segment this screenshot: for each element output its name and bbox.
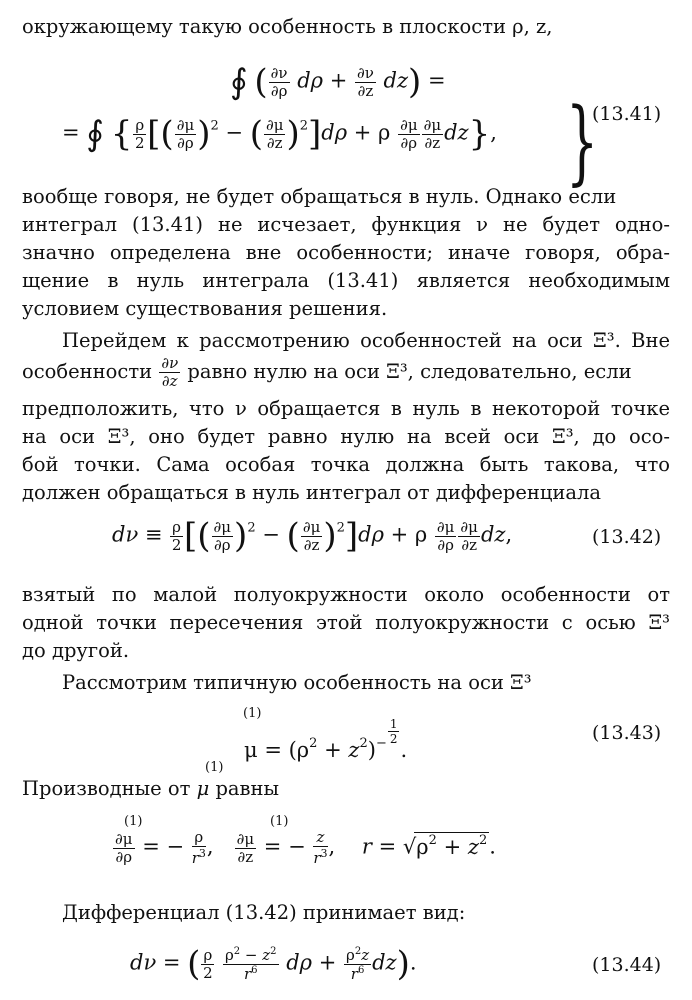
text-line: предположить, что ν обращается в нуль в некоторой точке	[22, 397, 670, 420]
equation-number-13-43: (13.43)	[592, 722, 662, 744]
equation-number-13-42: (13.42)	[592, 526, 662, 548]
equation-derivatives: $\frac{\partial\mu}{\partial\rho}$ = − $\frac{\rho}{r^3}$ , $\frac{\partial\mu}{\partial z}$ = − $\frac{z}{r^3}$ , $r = √\rho^2 + z^2$.	[115, 828, 496, 867]
text-line: значно определена вне особенности; иначе говоря, обра-	[22, 241, 670, 264]
text-fragment: равно нулю на оси Ξ³, следовательно, если	[187, 360, 632, 383]
text-fragment: равны	[215, 777, 280, 800]
equation-number-13-41: (13.41)	[592, 103, 662, 125]
text-line: бой точки. Сама особая точка должна быть такова, что	[22, 453, 670, 476]
equation-13-42: dν ≡ $\frac{\rho}{2}$ [( $\frac{\partial\mu}{\partial\rho}$ )$^2$ − ( $\frac{\partial\mu}{\partial z}$ )$^2$]dρ + ρ $\frac{\partial\mu}{\partial\rho}$ $\frac{\partial\mu}{\partial z}$ dz,	[112, 516, 513, 556]
text-line: на оси Ξ³, оно будет равно нулю на всей оси Ξ³, до осо-	[22, 425, 670, 448]
text-line-with-symbol: Производные от μ равны	[22, 777, 280, 800]
text-line: интеграл (13.41) не исчезает, функция ν не будет одно-	[22, 213, 670, 236]
text-line: щение в нуль интеграла (13.41) является необходимым	[22, 269, 670, 292]
text-fragment: Производные от	[22, 777, 191, 800]
text-line: одной точки пересечения этой полуокружности с осью Ξ³	[22, 611, 670, 634]
text-line: до другой.	[22, 639, 130, 662]
equation-13-43: $\mu = (\rho^2 + z^2)^-$ $\frac{1}{2}$ .	[244, 717, 408, 762]
text-line: Рассмотрим типичную особенность на оси Ξ³	[62, 671, 532, 694]
text-line: Перейдем к рассмотрению особенностей на оси Ξ³. Вне	[62, 329, 670, 352]
text-line-1: окружающему такую особенность в плоскости ρ, z,	[22, 15, 553, 38]
superscript-mark: (1)	[270, 814, 289, 829]
equation-13-41-line-1: ∮ ( $\frac{\partial\nu}{\partial\rho}$ dρ + $\frac{\partial\nu}{\partial z}$ dz) =	[230, 62, 446, 102]
text-line: Дифференциал (13.42) принимает вид:	[62, 901, 466, 924]
superscript-mark: (1)	[243, 706, 262, 721]
text-fragment: особенности	[22, 360, 153, 383]
text-line-with-fraction: особенности $\frac{\partial\nu}{\partial z}$ равно нулю на оси Ξ³, следовательно, если	[22, 354, 632, 390]
equation-13-44: dν = ( $\frac{\rho}{2}$ $\frac{\rho^2 - z^2}{r^6}$ dρ + $\frac{\rho^2z}{r^6}$ dz).	[130, 944, 417, 984]
text-line: условием существования решения.	[22, 297, 388, 320]
superscript-mark: (1)	[124, 814, 143, 829]
equation-13-41-line-2: = ∮ { $\frac{\rho}{2}$ [( $\frac{\partial\mu}{\partial\rho}$ )$^2$ − ( $\frac{\partial\mu}{\partial z}$ )$^2$]dρ + ρ $\frac{\partial\mu}{\partial\rho}$ $\frac{\partial\mu}{\partial z}$ dz},	[62, 114, 497, 154]
text-line: должен обращаться в нуль интеграл от дифференциала	[22, 481, 602, 504]
equation-number-13-44: (13.44)	[592, 954, 662, 976]
text-line: вообще говоря, не будет обращаться в нуль. Однако если	[22, 185, 617, 208]
text-line: взятый по малой полуокружности около особенности от	[22, 583, 670, 606]
superscript-mark: (1)	[205, 760, 224, 775]
right-brace: }	[566, 88, 599, 195]
